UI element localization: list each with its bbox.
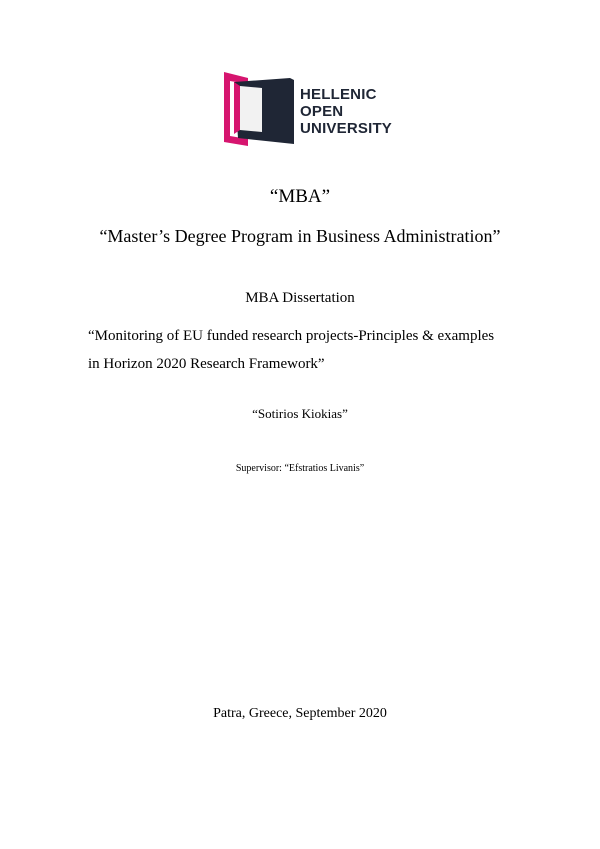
place-and-date: Patra, Greece, September 2020 [213, 706, 387, 721]
university-logo-wordmark [300, 86, 392, 137]
logo-line-2: OPEN [300, 103, 344, 120]
degree-short: “MBA” [269, 186, 331, 207]
dissertation-title-line-2: in Horizon 2020 Research Framework” [88, 356, 325, 372]
university-logo [224, 72, 394, 146]
logo-line-1: HELLENIC [300, 86, 377, 103]
dissertation-title-line-1: “Monitoring of EU funded research projects-Principles & examples [88, 328, 495, 344]
supervisor-name: Supervisor: “Efstratios Livanis” [235, 463, 365, 474]
dissertation-title [88, 322, 538, 378]
university-logo-mark [224, 72, 296, 146]
logo-line-3: UNIVERSITY [300, 120, 393, 137]
author-name: “Sotirios Kiokias” [252, 406, 348, 421]
dissertation-type: MBA Dissertation [245, 290, 355, 306]
degree-full: “Master’s Degree Program in Business Administration” [99, 226, 501, 246]
